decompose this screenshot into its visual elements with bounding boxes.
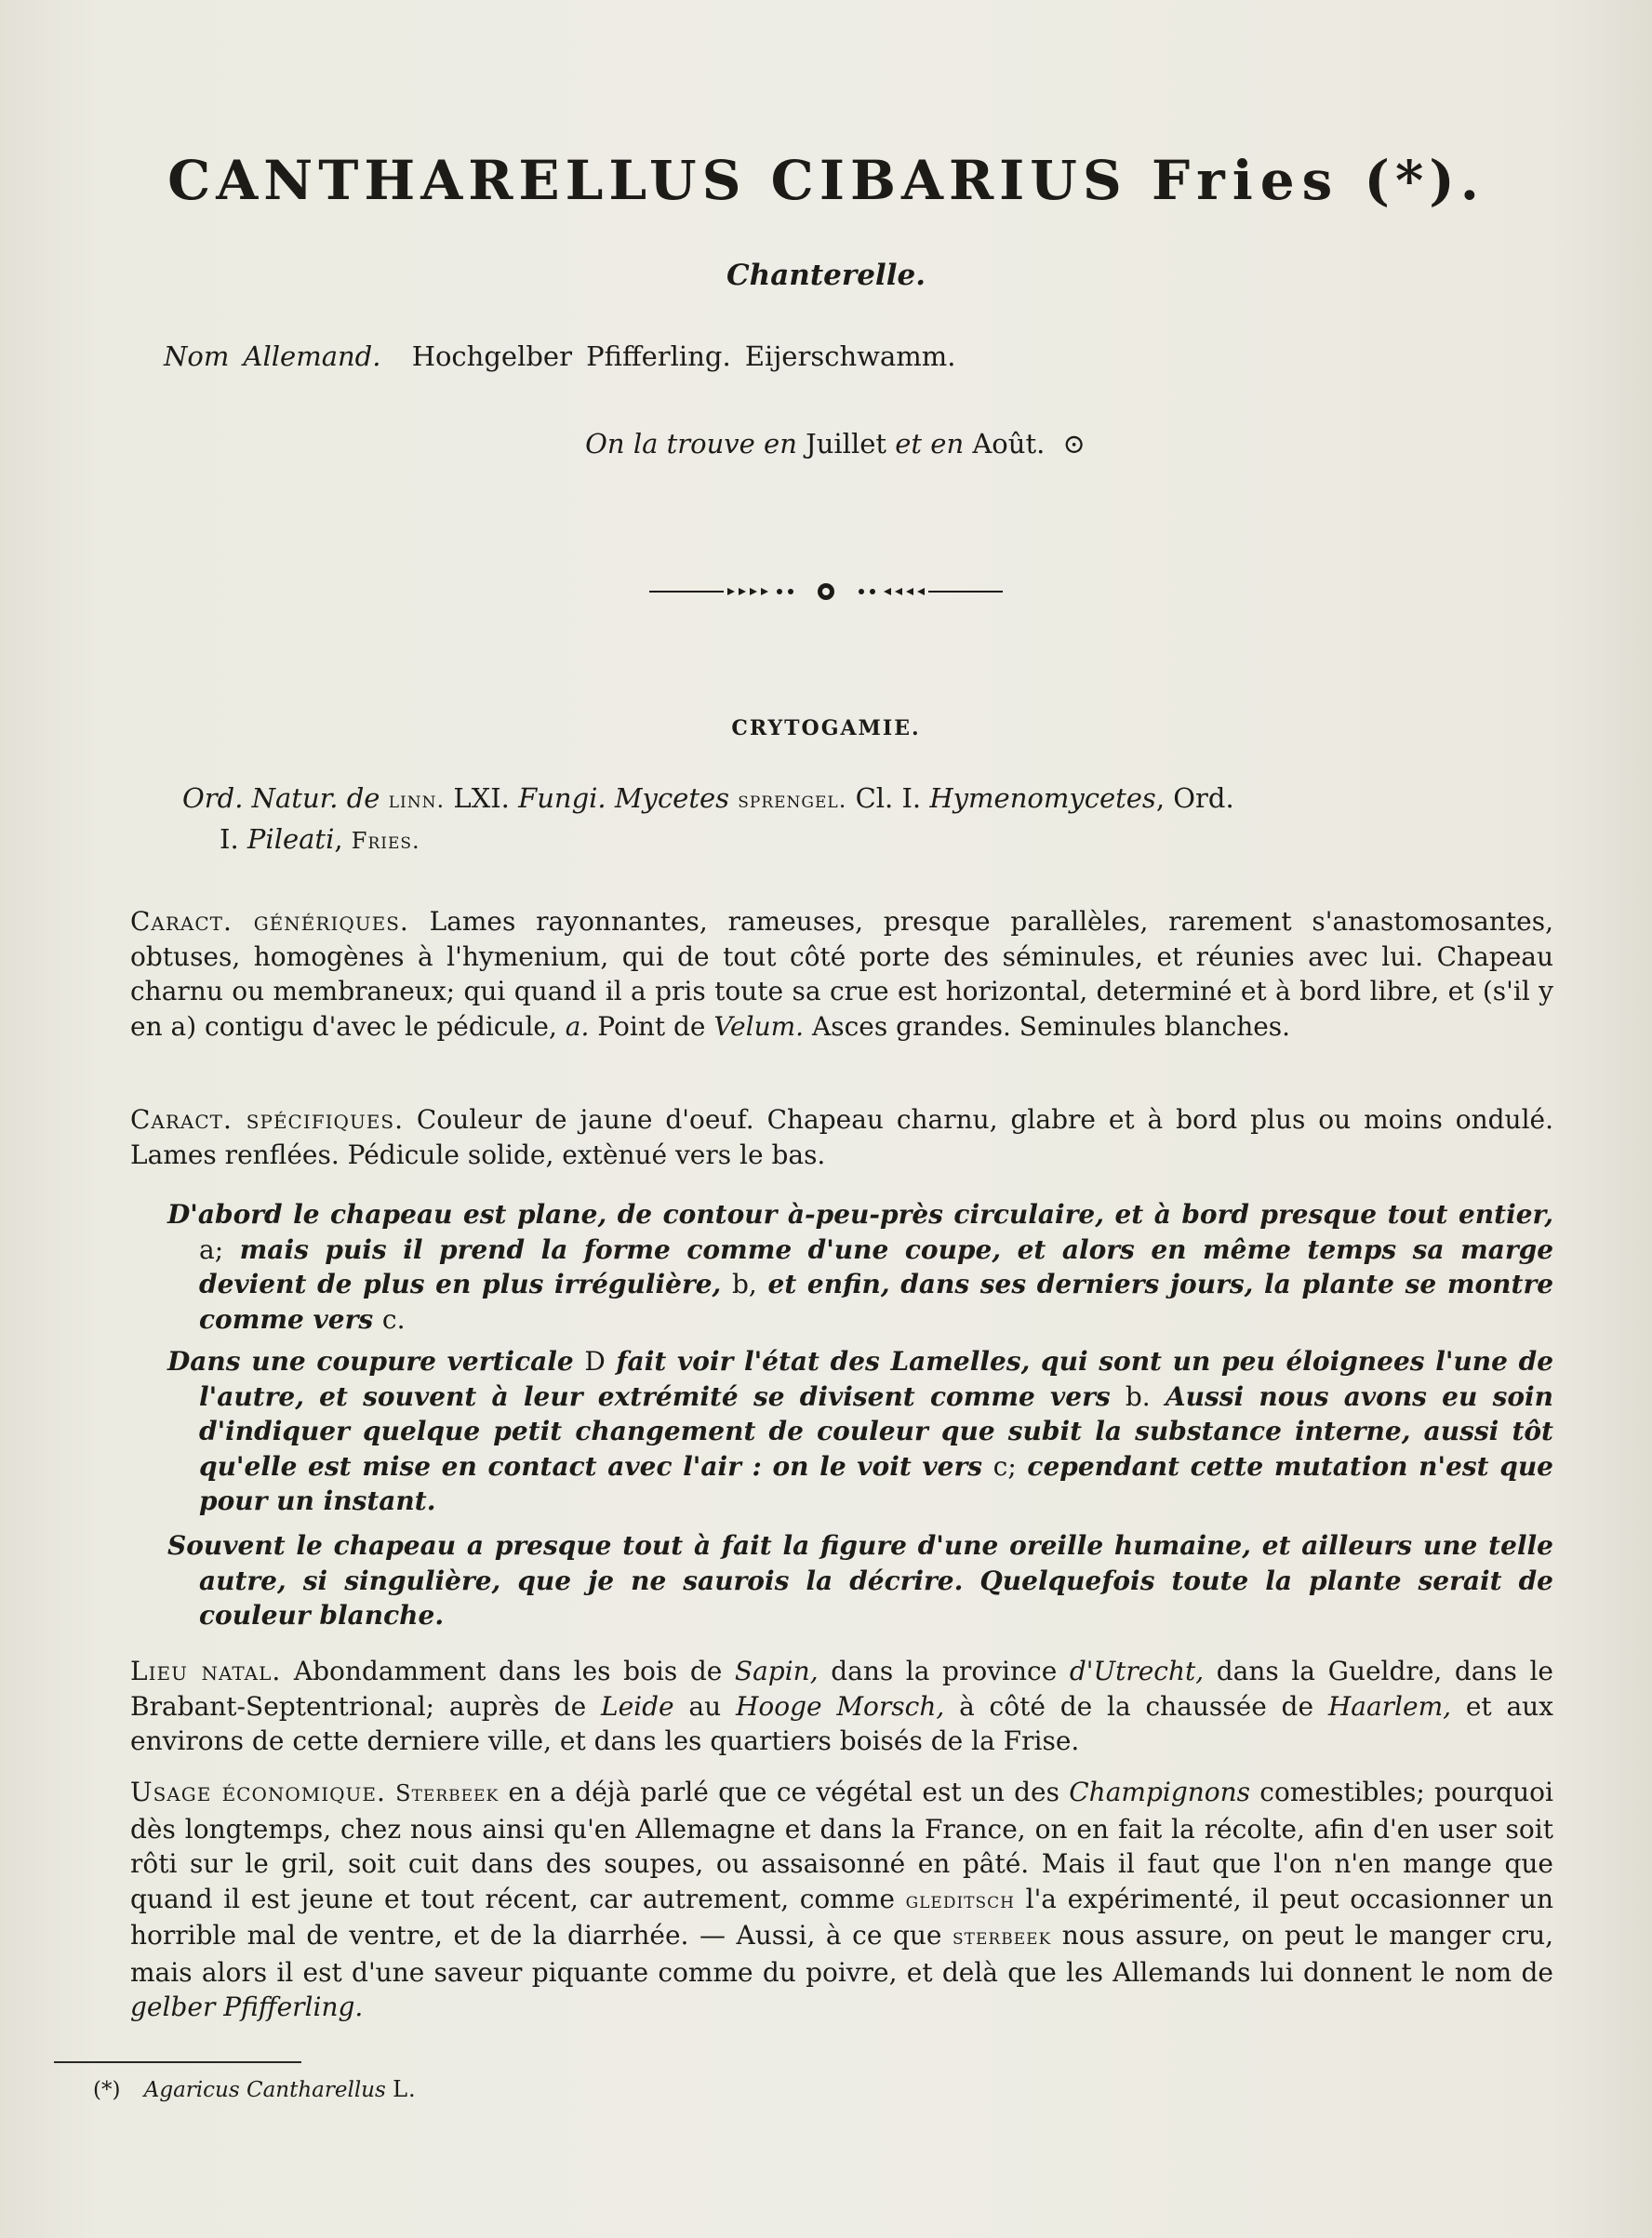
place-name: Haarlem, — [1327, 1690, 1452, 1722]
description-paragraph-2 — [167, 1344, 1554, 1519]
paragraph-text: Couleur de jaune d'oeuf. Chapeau charnu, glabre et à bord plus ou moins ondulé. Lames renflées. Pédicule solide, extènué vers le bas. — [130, 1104, 1553, 1170]
paragraph-text: Aussi nous avons eu soin d'indiquer quelque petit changement de couleur que subit la substance interne, aussi tôt qu'elle est mise en contact avec l'air : on le voit vers — [199, 1380, 1554, 1482]
paragraph-text: Dans une coupure verticale — [167, 1346, 574, 1377]
paragraph-lead: Usage économique. — [130, 1777, 386, 1807]
paragraph-text: nous assure, on peut le manger cru, mais alors il est d'une saveur piquante comme du poivre, et delà que les Allemands lui donnent le nom de — [130, 1920, 1554, 1988]
paragraph-lead: Lieu natal. — [130, 1656, 282, 1686]
paragraph-text: D'abord le chapeau est plane, de contour à-peu-près circulaire, et à bord presque tout entier, — [167, 1199, 1553, 1230]
season-line — [0, 428, 1652, 460]
paragraph-text: dans la Gueldre, dans le Brabant-Septentrional; auprès de — [130, 1656, 1554, 1722]
season-month-2: Août. — [972, 428, 1046, 460]
german-name-label: Nom Allemand. — [164, 340, 381, 372]
generic-characters-paragraph — [130, 904, 1553, 1044]
paragraph-text: et aux environs de cette derniere ville, et dans les quartiers boisés de la Frise. — [130, 1690, 1553, 1756]
paragraph-text: l'a expérimenté, il peut occasionner un horrible mal de ventre, et de la diarrhée. — Aussi, à ce que — [130, 1883, 1553, 1951]
season-joiner: et en — [895, 428, 965, 460]
paragraph-text: Point de — [597, 1010, 706, 1042]
author-name: Sterbeek — [395, 1780, 500, 1806]
paragraph-text: Asces grandes. Seminules blanches. — [811, 1010, 1291, 1042]
title-mark: (*). — [1364, 149, 1485, 212]
classification-text: , Ord. — [1155, 782, 1234, 814]
ornamental-divider — [0, 579, 1652, 605]
paragraph-text: et enfin, dans ses derniers jours, la plante se montre comme vers — [199, 1269, 1554, 1335]
perennial-symbol-icon: ⊙ — [1062, 428, 1086, 460]
classification-text: I. — [220, 823, 239, 855]
classification-text: LXI. — [453, 782, 510, 814]
author-linn: linn. — [388, 787, 446, 813]
paragraph-text: au — [688, 1690, 722, 1722]
season-month-1: Juillet — [806, 428, 887, 460]
description-paragraph-1 — [167, 1197, 1554, 1337]
divider-ornament-icon — [649, 579, 1003, 605]
habitat-paragraph — [130, 1654, 1553, 1759]
figure-ref: a; — [199, 1233, 224, 1265]
title-author: Fries — [1151, 149, 1340, 212]
description-paragraph-3: Souvent le chapeau a presque tout à fait la figure d'une oreille humaine, et ailleurs une telle autre, si singulière, que je ne saurois la décrire. Quelquefois toute la plante serait de couleur blanche. — [167, 1530, 1553, 1631]
paragraph-text: comestibles; pourquoi dès longtemps, chez nous ainsi qu'en Allemagne et dans la France, on en fait la récolte, afin d'en user soit rôti sur le gril, soit cuit dans des soupes, ou assaisonné en pâté. Mais il faut que l'on n'en mange que quand il est jeune et tout récent, car autrement, comme — [130, 1777, 1553, 1914]
paragraph-term: Velum. — [713, 1010, 805, 1042]
figure-ref: b, — [732, 1269, 757, 1299]
paragraph-text: mais puis il prend la forme comme d'une coupe, et alors en même temps sa marge devient de plus en plus irrégulière, — [199, 1233, 1554, 1299]
specific-characters-paragraph — [130, 1102, 1553, 1172]
paragraph-text: Abondamment dans les bois de — [293, 1656, 723, 1686]
classification-text: Ord. Natur. de — [182, 782, 380, 814]
classification-text: Hymenomycetes — [929, 782, 1156, 814]
paragraph-term: gelber Pfifferling. — [130, 1992, 364, 2022]
place-name: Leide — [600, 1690, 674, 1722]
figure-ref: a. — [565, 1010, 590, 1042]
german-name-line — [164, 340, 955, 372]
classification-text: Cl. I. — [855, 782, 922, 814]
classification-text: Fungi. Mycetes — [518, 782, 730, 814]
paragraph-text: en a déjà parlé que ce végétal est un des — [508, 1777, 1059, 1807]
paragraph-text: à côté de la chaussée de — [959, 1690, 1314, 1722]
species-title — [0, 149, 1652, 212]
footnote-author: L. — [393, 2076, 417, 2102]
common-name: Chanterelle. — [726, 259, 926, 292]
figure-ref: D — [584, 1346, 606, 1377]
paragraph-term: Champignons — [1069, 1777, 1251, 1807]
class-heading: CRYTOGAMIE. — [731, 716, 921, 740]
footnote-text: Agaricus Cantharellus — [143, 2078, 386, 2102]
german-name-value: Hochgelber Pfifferling. Eijerschwamm. — [411, 340, 956, 372]
author-name: gleditsch — [905, 1886, 1016, 1913]
place-name: Sapin, — [734, 1656, 819, 1686]
paragraph-text: cependant cette mutation n'est que pour un instant. — [199, 1450, 1553, 1516]
author-fries: Fries. — [351, 828, 420, 854]
author-sprengel: sprengel. — [738, 787, 847, 813]
footnote — [93, 2076, 417, 2102]
figure-ref: c; — [993, 1450, 1017, 1482]
title-name: CANTHARELLUS CIBARIUS — [167, 149, 1127, 212]
season-lead: On la trouve en — [585, 428, 797, 460]
classification-line-1 — [182, 779, 1485, 819]
figure-ref: c. — [381, 1303, 406, 1335]
classification-line-2 — [220, 820, 1522, 859]
paragraph-lead: Caract. génériques. — [130, 906, 409, 937]
economic-use-paragraph — [130, 1775, 1553, 2025]
paragraph-text: dans la province — [831, 1656, 1058, 1686]
figure-ref: b. — [1125, 1380, 1151, 1412]
place-name: d'Utrecht, — [1069, 1656, 1205, 1686]
place-name: Hooge Morsch, — [735, 1690, 945, 1722]
footnote-mark: (*) — [93, 2078, 121, 2102]
classification-text: , — [334, 823, 343, 855]
classification-text: Pileati — [246, 823, 335, 855]
paragraph-lead: Caract. spécifiques. — [130, 1104, 404, 1135]
author-name: sterbeek — [953, 1924, 1052, 1950]
footnote-rule — [54, 2061, 301, 2063]
paragraph-text: fait voir l'état des Lamelles, qui sont un peu éloignees l'une de l'autre, et souvent à leur extrémité se divisent comme vers — [199, 1346, 1554, 1412]
paragraph-text: Lames rayonnantes, rameuses, presque parallèles, rarement s'anastomosantes, obtuses, homogènes à l'hymenium, qui de tout côté porte des séminules, et réunies avec lui. Chapeau charnu ou membraneux; qui quand il a pris toute sa crue est horizontal, determiné et à bord libre, et (s'il y en a) contigu d'avec le pédicule, — [130, 906, 1553, 1042]
